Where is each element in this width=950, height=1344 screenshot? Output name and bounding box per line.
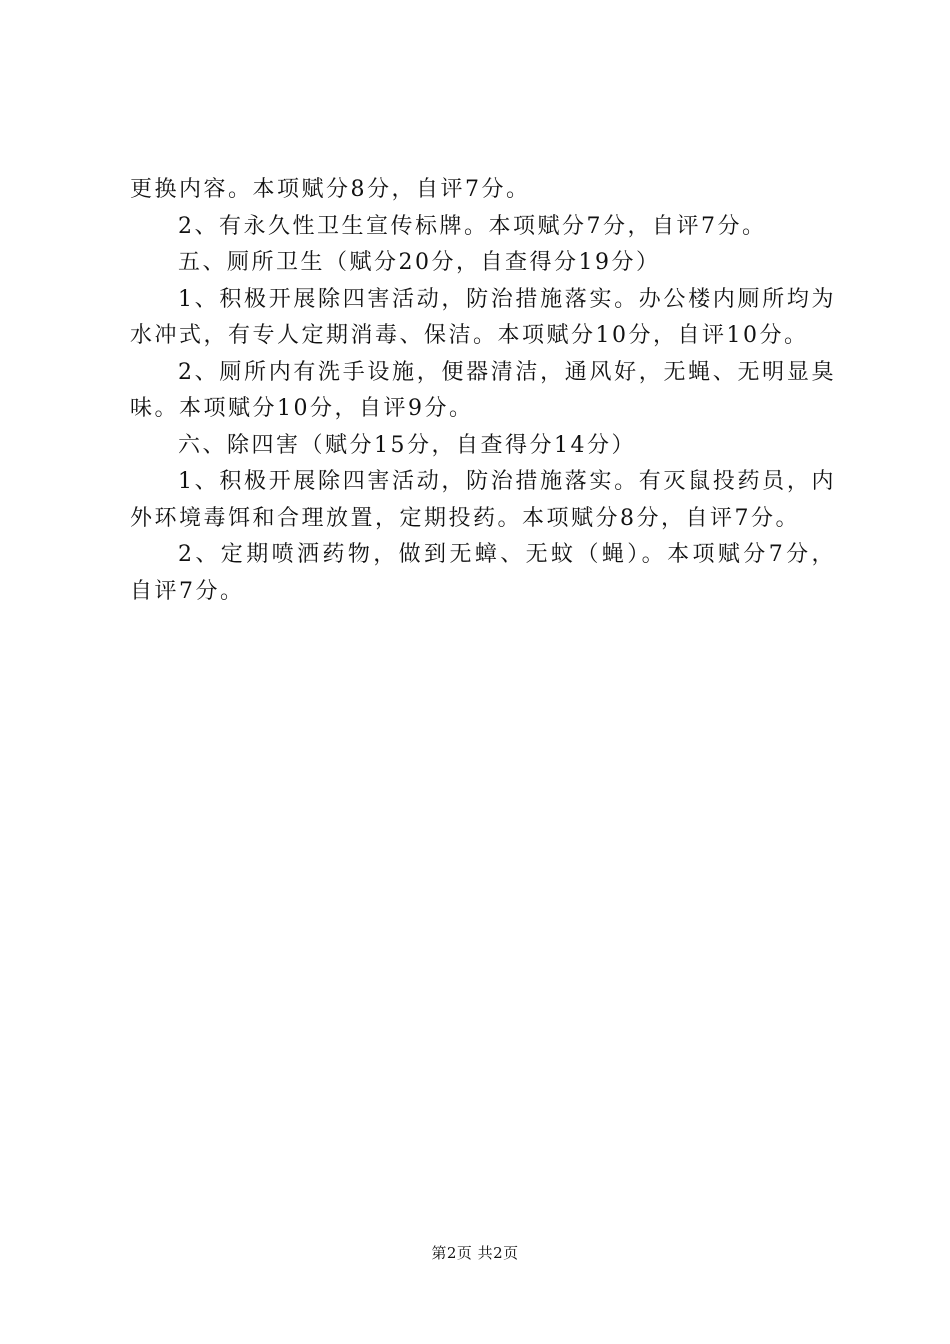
paragraph-item: 2、厕所内有洗手设施，便器清洁，通风好，无蝇、无明显臭味。本项赋分10分，自评9分。 xyxy=(130,359,836,421)
paragraph-item: 2、有永久性卫生宣传标牌。本项赋分7分，自评7分。 xyxy=(178,213,767,239)
page-footer xyxy=(0,1242,950,1263)
paragraph-continuation: 更换内容。本项赋分8分，自评7分。 xyxy=(130,177,531,202)
paragraph-item: 2、定期喷洒药物，做到无蟑、无蚊（蝇）。本项赋分7分，自评7分。 xyxy=(130,542,836,604)
section-heading-pests: 六、除四害（赋分15分，自查得分14分） xyxy=(178,432,636,458)
document-body xyxy=(130,172,836,610)
page-number-label: 第2页 共2页 xyxy=(431,1244,519,1262)
paragraph-item: 1、积极开展除四害活动，防治措施落实。有灭鼠投药员，内外环境毒饵和合理放置，定期投药。本项赋分8分，自评7分。 xyxy=(130,469,836,531)
paragraph-item: 1、积极开展除四害活动，防治措施落实。办公楼内厕所均为水冲式，有专人定期消毒、保洁。本项赋分10分，自评10分。 xyxy=(130,286,836,348)
section-heading-toilet: 五、厕所卫生（赋分20分，自查得分19分） xyxy=(178,250,661,275)
